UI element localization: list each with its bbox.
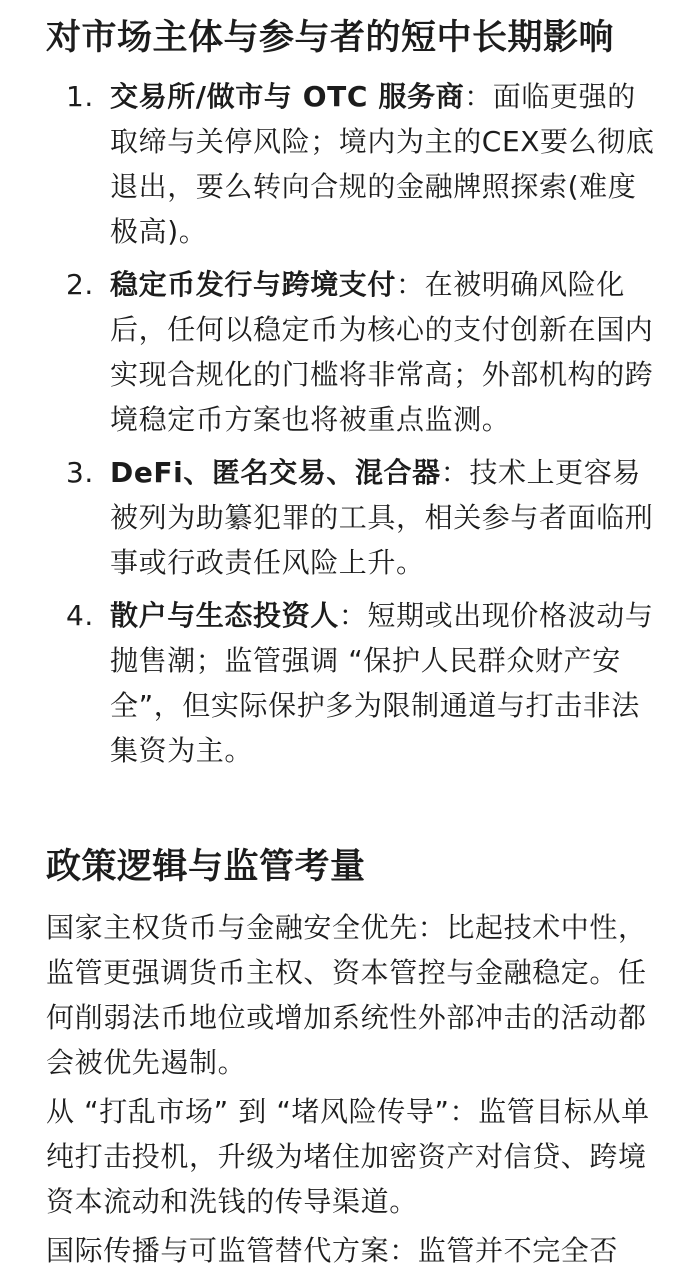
list-item xyxy=(46,593,659,773)
section-heading-policy: 政策逻辑与监管考量 xyxy=(46,847,366,887)
list-item xyxy=(46,74,659,254)
list-item-term: 散户与生态投资人 xyxy=(110,599,339,632)
list-item-term: DeFi、匿名交易、混合器 xyxy=(110,456,441,489)
list-item-number: 3. xyxy=(66,456,94,489)
paragraph-international: 国际传播与可监管替代方案：监管并不完全否 xyxy=(46,1234,619,1267)
section-heading-impact: 对市场主体与参与者的短中长期影响 xyxy=(46,18,615,58)
list-item-term: 交易所/做市与 OTC 服务商 xyxy=(110,80,465,113)
list-item-term: 稳定币发行与跨境支付 xyxy=(110,268,397,301)
paragraph-risk-transmission: 从 “打乱市场” 到 “堵风险传导”：监管目标从单纯打击投机，升级为堵住加密资产对信贷、跨境资本流动和洗钱的传导渠道。 xyxy=(46,1095,650,1218)
impact-list xyxy=(46,74,659,773)
list-item-number: 2. xyxy=(66,268,94,301)
list-item-text: ：技术上更容易被列为助纂犯罪的工具，相关参与者面临刑事或行政责任风险上升。 xyxy=(110,456,654,579)
list-item xyxy=(46,262,659,442)
list-item-text: ：在被明确风险化后，任何以稳定币为核心的支付创新在国内实现合规化的门槛将非常高；外部机构的跨境稳定币方案也将被重点监测。 xyxy=(110,268,654,436)
list-item-number: 1. xyxy=(66,80,94,113)
paragraph-sovereignty: 国家主权货币与金融安全优先：比起技术中性，监管更强调货币主权、资本管控与金融稳定。任何削弱法币地位或增加系统性外部冲击的活动都会被优先遏制。 xyxy=(46,911,647,1079)
list-item-number: 4. xyxy=(66,599,94,632)
list-item xyxy=(46,450,659,585)
list-item-text: ：短期或出现价格波动与抛售潮；监管强调 “保护人民群众财产安全”，但实际保护多为限制通道与打击非法集资为主。 xyxy=(110,599,654,767)
list-item-text: ：面临更强的取缔与关停风险；境内为主的CEX要么彻底退出，要么转向合规的金融牌照探索(难度极高)。 xyxy=(110,80,655,248)
